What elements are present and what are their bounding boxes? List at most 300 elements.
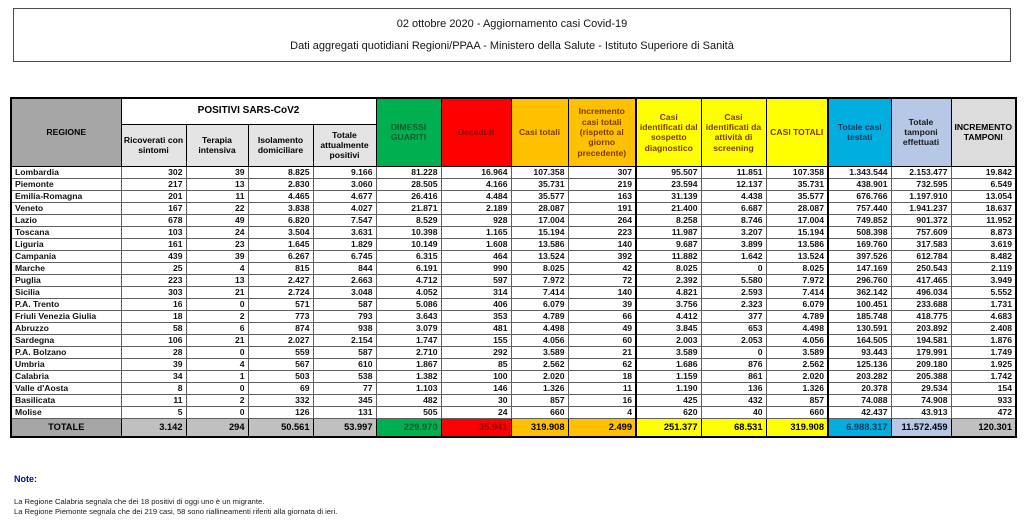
col-header-deceduti: Deceduti: [441, 98, 511, 166]
cell-incremento: 21: [568, 346, 636, 358]
cell-ricoverati: 303: [121, 286, 186, 298]
cell-casi_totali_finali: 4.056: [766, 334, 828, 346]
region-name-cell: Veneto: [11, 202, 121, 214]
cell-deceduti: 85: [441, 358, 511, 370]
cell-casi_totali: 6.079: [511, 298, 568, 310]
cell-screening: 3.899: [701, 238, 766, 250]
table-header: [11, 98, 1016, 166]
cell-screening: 432: [701, 394, 766, 406]
cell-casi_totali_finali: 13.586: [766, 238, 828, 250]
cell-isolamento: 2.830: [248, 178, 313, 190]
cell-totale_positivi: 4.027: [313, 202, 376, 214]
col-header-sospetto-diagnostico: Casi identificati dal sospetto diagnostico: [636, 98, 701, 166]
region-name-cell: Basilicata: [11, 394, 121, 406]
cell-sospetto: 620: [636, 406, 701, 418]
notes-heading: Note:: [14, 474, 37, 484]
cell-totale_positivi: 345: [313, 394, 376, 406]
cell-deceduti: 30: [441, 394, 511, 406]
col-header-incremento-casi: Incremento casi totali (rispetto al giorno precedente): [568, 98, 636, 166]
cell-screening: 8.746: [701, 214, 766, 226]
cell-sospetto: 21.400: [636, 202, 701, 214]
col-header-ricoverati: Ricoverati con sintomi: [121, 124, 186, 166]
table-body: [11, 166, 1016, 437]
cell-screening: 0: [701, 346, 766, 358]
cell-casi_totali: 1.326: [511, 382, 568, 394]
cell-deceduti: 1.608: [441, 238, 511, 250]
cell-incremento: 16: [568, 394, 636, 406]
cell-terapia: 0: [186, 298, 248, 310]
cell-ricoverati: 201: [121, 190, 186, 202]
cell-incremento: 264: [568, 214, 636, 226]
cell-casi_totali: 28.087: [511, 202, 568, 214]
cell-incremento: 219: [568, 178, 636, 190]
cell-incremento_tamponi: 5.552: [951, 286, 1016, 298]
cell-ricoverati: 678: [121, 214, 186, 226]
cell-sospetto: 3.845: [636, 322, 701, 334]
table-row: [11, 310, 1016, 322]
covid-data-table: [10, 97, 1017, 438]
cell-casi_totali: 4.056: [511, 334, 568, 346]
cell-dimessi: 3.079: [376, 322, 441, 334]
cell-tamponi: 43.913: [891, 406, 951, 418]
cell-incremento: 11: [568, 382, 636, 394]
cell-sospetto: 95.507: [636, 166, 701, 178]
cell-casi_totali: 35.577: [511, 190, 568, 202]
cell-incremento_tamponi: 154: [951, 382, 1016, 394]
cell-casi_totali_finali: 7.972: [766, 274, 828, 286]
note-line-piemonte: La Regione Piemonte segnala che dei 219 casi, 58 sono riallineamenti riferiti alla giornata di ieri.: [14, 506, 338, 516]
table-row: [11, 322, 1016, 334]
cell-isolamento: 567: [248, 358, 313, 370]
region-name-cell: Umbria: [11, 358, 121, 370]
cell-isolamento: 2.027: [248, 334, 313, 346]
cell-casi_totali_finali: 857: [766, 394, 828, 406]
cell-incremento: 62: [568, 358, 636, 370]
cell-terapia: 39: [186, 166, 248, 178]
cell-tamponi: 250.543: [891, 262, 951, 274]
cell-incremento_tamponi: 1.925: [951, 358, 1016, 370]
cell-casi_totali_finali: 8.025: [766, 262, 828, 274]
cell-casi_totali_finali: 2.562: [766, 358, 828, 370]
cell-testati: 100.451: [828, 298, 891, 310]
cell-testati: 164.505: [828, 334, 891, 346]
cell-tamponi: 203.892: [891, 322, 951, 334]
cell-testati: 203.282: [828, 370, 891, 382]
cell-terapia: 294: [186, 418, 248, 437]
cell-testati: 130.591: [828, 322, 891, 334]
cell-casi_totali: 3.589: [511, 346, 568, 358]
notes-section: [14, 474, 914, 517]
table-row: [11, 166, 1016, 178]
cell-deceduti: 2.189: [441, 202, 511, 214]
cell-incremento: 223: [568, 226, 636, 238]
cell-ricoverati: 34: [121, 370, 186, 382]
cell-isolamento: 3.504: [248, 226, 313, 238]
cell-totale_positivi: 538: [313, 370, 376, 382]
cell-deceduti: 928: [441, 214, 511, 226]
region-name-cell: Puglia: [11, 274, 121, 286]
cell-sospetto: 8.258: [636, 214, 701, 226]
cell-casi_totali_finali: 3.589: [766, 346, 828, 358]
cell-totale_positivi: 587: [313, 346, 376, 358]
cell-isolamento: 874: [248, 322, 313, 334]
cell-testati: 6.988.317: [828, 418, 891, 437]
cell-terapia: 13: [186, 274, 248, 286]
cell-terapia: 13: [186, 178, 248, 190]
cell-ricoverati: 103: [121, 226, 186, 238]
cell-incremento_tamponi: 1.749: [951, 346, 1016, 358]
cell-totale_positivi: 2.663: [313, 274, 376, 286]
cell-terapia: 49: [186, 214, 248, 226]
cell-incremento_tamponi: 11.952: [951, 214, 1016, 226]
cell-ricoverati: 8: [121, 382, 186, 394]
cell-ricoverati: 439: [121, 250, 186, 262]
cell-casi_totali: 660: [511, 406, 568, 418]
cell-casi_totali_finali: 15.194: [766, 226, 828, 238]
table-row: [11, 370, 1016, 382]
cell-tamponi: 901.372: [891, 214, 951, 226]
cell-tamponi: 2.153.477: [891, 166, 951, 178]
table-row: [11, 394, 1016, 406]
report-title-line1: 02 ottobre 2020 - Aggiornamento casi Covid-19: [396, 18, 628, 30]
cell-ricoverati: 28: [121, 346, 186, 358]
region-name-cell: Toscana: [11, 226, 121, 238]
cell-casi_totali: 13.524: [511, 250, 568, 262]
cell-casi_totali: 2.020: [511, 370, 568, 382]
cell-dimessi: 6.191: [376, 262, 441, 274]
col-header-casi-totali: Casi totali: [511, 98, 568, 166]
cell-testati: 147.169: [828, 262, 891, 274]
cell-ricoverati: 302: [121, 166, 186, 178]
cell-terapia: 11: [186, 190, 248, 202]
cell-screening: 653: [701, 322, 766, 334]
cell-incremento_tamponi: 3.949: [951, 274, 1016, 286]
cell-totale_positivi: 3.060: [313, 178, 376, 190]
cell-terapia: 0: [186, 406, 248, 418]
col-header-regione: REGIONE: [11, 98, 121, 166]
cell-terapia: 23: [186, 238, 248, 250]
cell-totale_positivi: 6.745: [313, 250, 376, 262]
cell-incremento: 140: [568, 238, 636, 250]
cell-ricoverati: 11: [121, 394, 186, 406]
col-header-casi-totali-finali: CASI TOTALI: [766, 98, 828, 166]
cell-casi_totali_finali: 107.358: [766, 166, 828, 178]
cell-ricoverati: 217: [121, 178, 186, 190]
cell-casi_totali_finali: 319.908: [766, 418, 828, 437]
region-name-cell: Sicilia: [11, 286, 121, 298]
cell-ricoverati: 3.142: [121, 418, 186, 437]
cell-incremento_tamponi: 6.549: [951, 178, 1016, 190]
cell-isolamento: 3.838: [248, 202, 313, 214]
cell-casi_totali_finali: 4.789: [766, 310, 828, 322]
cell-casi_totali_finali: 13.524: [766, 250, 828, 262]
cell-sospetto: 2.392: [636, 274, 701, 286]
cell-casi_totali: 107.358: [511, 166, 568, 178]
cell-tamponi: 757.609: [891, 226, 951, 238]
cell-incremento_tamponi: 933: [951, 394, 1016, 406]
cell-incremento_tamponi: 3.619: [951, 238, 1016, 250]
cell-tamponi: 612.784: [891, 250, 951, 262]
cell-sospetto: 1.159: [636, 370, 701, 382]
cell-sospetto: 2.003: [636, 334, 701, 346]
cell-casi_totali: 857: [511, 394, 568, 406]
cell-casi_totali_finali: 660: [766, 406, 828, 418]
cell-casi_totali: 13.586: [511, 238, 568, 250]
cell-screening: 5.580: [701, 274, 766, 286]
cell-isolamento: 6.267: [248, 250, 313, 262]
cell-dimessi: 5.086: [376, 298, 441, 310]
cell-incremento: 140: [568, 286, 636, 298]
cell-incremento_tamponi: 8.873: [951, 226, 1016, 238]
cell-dimessi: 4.712: [376, 274, 441, 286]
cell-totale_positivi: 7.547: [313, 214, 376, 226]
region-name-cell: P.A. Trento: [11, 298, 121, 310]
region-name-cell: Valle d'Aosta: [11, 382, 121, 394]
cell-casi_totali_finali: 6.079: [766, 298, 828, 310]
cell-casi_totali: 15.194: [511, 226, 568, 238]
cell-tamponi: 233.688: [891, 298, 951, 310]
cell-tamponi: 179.991: [891, 346, 951, 358]
cell-terapia: 21: [186, 286, 248, 298]
cell-screening: 0: [701, 262, 766, 274]
col-header-incremento-tamponi: INCREMENTO TAMPONI: [951, 98, 1016, 166]
cell-totale_positivi: 793: [313, 310, 376, 322]
cell-deceduti: 100: [441, 370, 511, 382]
cell-incremento_tamponi: 472: [951, 406, 1016, 418]
cell-isolamento: 4.465: [248, 190, 313, 202]
cell-tamponi: 194.581: [891, 334, 951, 346]
cell-incremento: 4: [568, 406, 636, 418]
cell-isolamento: 2.724: [248, 286, 313, 298]
cell-incremento_tamponi: 1.742: [951, 370, 1016, 382]
cell-isolamento: 50.561: [248, 418, 313, 437]
cell-dimessi: 6.315: [376, 250, 441, 262]
cell-terapia: 0: [186, 346, 248, 358]
cell-totale_positivi: 1.829: [313, 238, 376, 250]
cell-tamponi: 317.583: [891, 238, 951, 250]
table-row: [11, 346, 1016, 358]
cell-sospetto: 11.987: [636, 226, 701, 238]
cell-sospetto: 1.190: [636, 382, 701, 394]
cell-deceduti: 464: [441, 250, 511, 262]
cell-terapia: 2: [186, 394, 248, 406]
cell-dimessi: 4.052: [376, 286, 441, 298]
cell-incremento: 72: [568, 274, 636, 286]
cell-dimessi: 1.747: [376, 334, 441, 346]
cell-testati: 74.088: [828, 394, 891, 406]
cell-deceduti: 35.941: [441, 418, 511, 437]
cell-tamponi: 11.572.459: [891, 418, 951, 437]
table-row: [11, 178, 1016, 190]
cell-ricoverati: 16: [121, 298, 186, 310]
cell-totale_positivi: 3.631: [313, 226, 376, 238]
cell-tamponi: 1.941.237: [891, 202, 951, 214]
cell-terapia: 39: [186, 250, 248, 262]
cell-ricoverati: 161: [121, 238, 186, 250]
cell-isolamento: 6.820: [248, 214, 313, 226]
table-row: [11, 298, 1016, 310]
cell-sospetto: 31.139: [636, 190, 701, 202]
cell-incremento_tamponi: 1.731: [951, 298, 1016, 310]
cell-incremento_tamponi: 18.637: [951, 202, 1016, 214]
cell-dimessi: 81.228: [376, 166, 441, 178]
cell-ricoverati: 58: [121, 322, 186, 334]
region-name-cell: Lazio: [11, 214, 121, 226]
cell-sospetto: 3.756: [636, 298, 701, 310]
cell-deceduti: 292: [441, 346, 511, 358]
cell-testati: 185.748: [828, 310, 891, 322]
cell-sospetto: 4.821: [636, 286, 701, 298]
cell-casi_totali: 7.972: [511, 274, 568, 286]
table-row: [11, 274, 1016, 286]
cell-isolamento: 69: [248, 382, 313, 394]
cell-dimessi: 3.643: [376, 310, 441, 322]
cell-isolamento: 8.825: [248, 166, 313, 178]
cell-isolamento: 773: [248, 310, 313, 322]
cell-deceduti: 353: [441, 310, 511, 322]
col-header-terapia-intensiva: Terapia intensiva: [186, 124, 248, 166]
table-row: [11, 334, 1016, 346]
cell-totale_positivi: 587: [313, 298, 376, 310]
col-group-positivi: POSITIVI SARS-CoV2: [121, 98, 376, 124]
cell-isolamento: 815: [248, 262, 313, 274]
cell-screening: 12.137: [701, 178, 766, 190]
cell-ricoverati: 39: [121, 358, 186, 370]
col-header-totale-casi-testati: Totale casi testati: [828, 98, 891, 166]
cell-deceduti: 4.166: [441, 178, 511, 190]
cell-dimessi: 1.867: [376, 358, 441, 370]
col-header-screening: Casi identificati da attività di screening: [701, 98, 766, 166]
cell-deceduti: 24: [441, 406, 511, 418]
table-row: [11, 406, 1016, 418]
cell-isolamento: 332: [248, 394, 313, 406]
region-name-cell: Marche: [11, 262, 121, 274]
cell-screening: 3.207: [701, 226, 766, 238]
cell-incremento: 392: [568, 250, 636, 262]
cell-totale_positivi: 53.997: [313, 418, 376, 437]
cell-screening: 40: [701, 406, 766, 418]
cell-casi_totali_finali: 35.731: [766, 178, 828, 190]
cell-incremento_tamponi: 13.054: [951, 190, 1016, 202]
region-name-cell: P.A. Bolzano: [11, 346, 121, 358]
cell-dimessi: 10.398: [376, 226, 441, 238]
table-row: [11, 262, 1016, 274]
cell-sospetto: 4.412: [636, 310, 701, 322]
cell-incremento: 42: [568, 262, 636, 274]
col-header-isolamento: Isolamento domiciliare: [248, 124, 313, 166]
cell-casi_totali: 35.731: [511, 178, 568, 190]
cell-screening: 4.438: [701, 190, 766, 202]
note-line-calabria: La Regione Calabria segnala che dei 18 positivi di oggi uno è un migrante.: [14, 497, 265, 506]
table-row: [11, 250, 1016, 262]
cell-screening: 11.851: [701, 166, 766, 178]
cell-totale_positivi: 844: [313, 262, 376, 274]
cell-dimessi: 2.710: [376, 346, 441, 358]
cell-incremento_tamponi: 4.683: [951, 310, 1016, 322]
cell-totale_positivi: 77: [313, 382, 376, 394]
cell-casi_totali_finali: 35.577: [766, 190, 828, 202]
cell-testati: 20.378: [828, 382, 891, 394]
cell-testati: 125.136: [828, 358, 891, 370]
cell-terapia: 2: [186, 310, 248, 322]
region-name-cell: Sardegna: [11, 334, 121, 346]
cell-isolamento: 559: [248, 346, 313, 358]
cell-casi_totali_finali: 17.004: [766, 214, 828, 226]
cell-screening: 6.687: [701, 202, 766, 214]
table-row: [11, 214, 1016, 226]
cell-deceduti: 314: [441, 286, 511, 298]
cell-testati: 169.760: [828, 238, 891, 250]
cell-sospetto: 1.686: [636, 358, 701, 370]
cell-testati: 757.440: [828, 202, 891, 214]
cell-incremento: 60: [568, 334, 636, 346]
cell-isolamento: 571: [248, 298, 313, 310]
cell-screening: 876: [701, 358, 766, 370]
cell-tamponi: 418.775: [891, 310, 951, 322]
cell-casi_totali_finali: 28.087: [766, 202, 828, 214]
cell-terapia: 6: [186, 322, 248, 334]
cell-casi_totali: 4.498: [511, 322, 568, 334]
cell-sospetto: 23.594: [636, 178, 701, 190]
cell-isolamento: 2.427: [248, 274, 313, 286]
cell-terapia: 4: [186, 262, 248, 274]
cell-ricoverati: 25: [121, 262, 186, 274]
cell-totale_positivi: 131: [313, 406, 376, 418]
cell-ricoverati: 167: [121, 202, 186, 214]
cell-casi_totali: 8.025: [511, 262, 568, 274]
col-header-dimessi-guariti: DIMESSI GUARITI: [376, 98, 441, 166]
cell-screening: 2.593: [701, 286, 766, 298]
cell-dimessi: 1.103: [376, 382, 441, 394]
total-label-cell: TOTALE: [11, 418, 121, 437]
cell-incremento_tamponi: 19.842: [951, 166, 1016, 178]
cell-incremento: 163: [568, 190, 636, 202]
region-name-cell: Campania: [11, 250, 121, 262]
cell-isolamento: 1.645: [248, 238, 313, 250]
cell-tamponi: 209.180: [891, 358, 951, 370]
cell-casi_totali: 4.789: [511, 310, 568, 322]
col-header-totale-positivi: Totale attualmente positivi: [313, 124, 376, 166]
cell-casi_totali_finali: 2.020: [766, 370, 828, 382]
cell-tamponi: 417.465: [891, 274, 951, 286]
cell-screening: 1.642: [701, 250, 766, 262]
cell-tamponi: 496.034: [891, 286, 951, 298]
cell-screening: 2.323: [701, 298, 766, 310]
report-title-line2: Dati aggregati quotidiani Regioni/PPAA - Ministero della Salute - Istituto Superiore di Sanità: [290, 40, 734, 52]
cell-sospetto: 251.377: [636, 418, 701, 437]
cell-casi_totali: 17.004: [511, 214, 568, 226]
cell-dimessi: 10.149: [376, 238, 441, 250]
region-name-cell: Piemonte: [11, 178, 121, 190]
cell-deceduti: 481: [441, 322, 511, 334]
table-row: [11, 238, 1016, 250]
cell-deceduti: 406: [441, 298, 511, 310]
cell-screening: 377: [701, 310, 766, 322]
cell-tamponi: 29.534: [891, 382, 951, 394]
cell-screening: 68.531: [701, 418, 766, 437]
region-name-cell: Friuli Venezia Giulia: [11, 310, 121, 322]
cell-incremento: 2.499: [568, 418, 636, 437]
cell-incremento: 49: [568, 322, 636, 334]
cell-ricoverati: 223: [121, 274, 186, 286]
cell-sospetto: 425: [636, 394, 701, 406]
table-row: [11, 202, 1016, 214]
table-row: [11, 190, 1016, 202]
cell-terapia: 1: [186, 370, 248, 382]
cell-testati: 438.901: [828, 178, 891, 190]
cell-testati: 397.526: [828, 250, 891, 262]
cell-casi_totali_finali: 7.414: [766, 286, 828, 298]
